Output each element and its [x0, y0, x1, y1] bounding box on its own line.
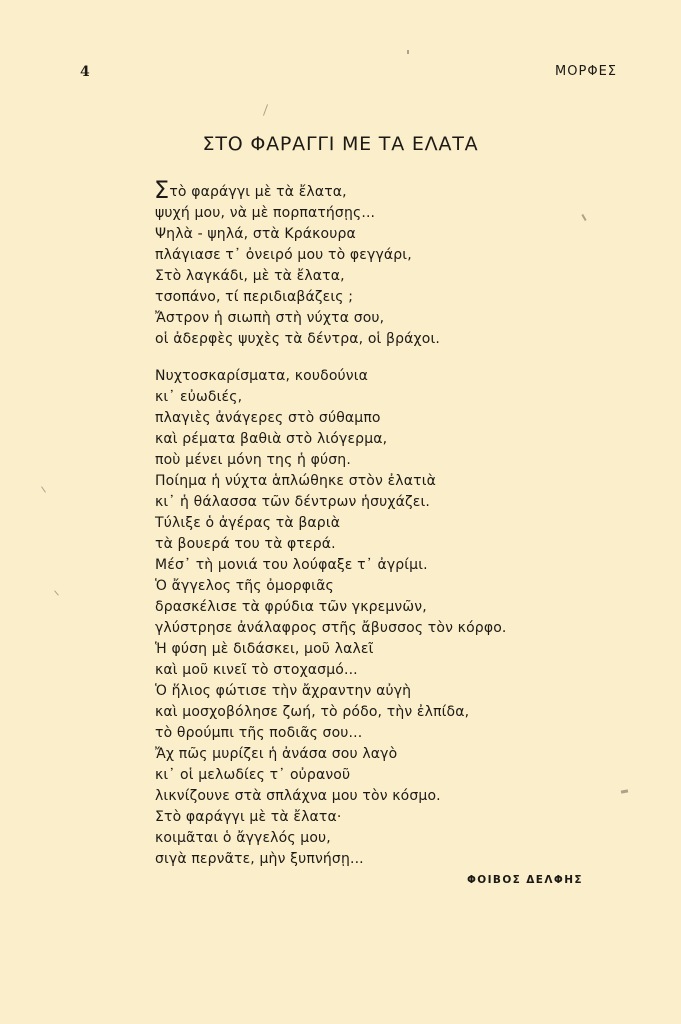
poem-line: κι᾽ ἡ θάλασσα τῶν δέντρων ἡσυχάζει.	[155, 494, 430, 510]
poem-line: σιγὰ περνᾶτε, μὴν ξυπνήσῃ...	[155, 851, 364, 867]
poem-line: Νυχτοσκαρίσματα, κουδούνια	[155, 368, 369, 384]
drop-cap: Σ	[154, 176, 170, 204]
author-signature: ΦΟΙΒΟΣ ΔΕΛΦΗΣ	[466, 874, 583, 886]
poem-line: οἱ ἀδερφὲς ψυχὲς τὰ δέντρα, οἱ βράχοι.	[155, 331, 440, 347]
page-number: 4	[80, 64, 90, 80]
poem-line: πλάγιασε τ᾽ ὀνειρό μου τὸ φεγγάρι,	[155, 247, 412, 263]
poem-line: τὰ βουερά του τὰ φτερά.	[155, 536, 336, 552]
poem-line: Μέσ᾽ τὴ μονιά του λούφαξε τ᾽ ἀγρίμι.	[155, 557, 428, 573]
poem-line	[154, 176, 440, 204]
poem-line: τσοπάνο, τί περιδιαβάζεις ;	[155, 289, 354, 305]
poem-line: κοιμᾶται ὁ ἄγγελός μου,	[155, 830, 331, 846]
poem-line: Ψηλὰ - ψηλά, στὰ Κράκουρα	[155, 226, 356, 242]
poem-line: πλαγιὲς ἀνάγερες στὸ σύθαμπο	[155, 410, 381, 426]
poem-line: κι᾽ εὐωδιές,	[155, 389, 243, 405]
poem-line: Ὁ ἥλιος φώτισε τὴν ἄχραντην αὐγὴ	[155, 683, 412, 699]
paper-speck	[407, 50, 409, 54]
poem-line: τὸ θρούμπι τῆς ποδιᾶς σου...	[155, 725, 363, 741]
poem-line: ψυχή μου, νὰ μὲ πορπατήσῃς...	[155, 205, 376, 221]
poem-line: Τύλιξε ὁ ἀγέρας τὰ βαριὰ	[155, 515, 341, 531]
poem-line: Ποίημα ἡ νύχτα ἁπλώθηκε στὸν ἐλατιὰ	[155, 473, 436, 489]
poem-line: Ὁ ἄγγελος τῆς ὀμορφιᾶς	[155, 578, 334, 594]
poem-title: ΣΤΟ ΦΑΡΑΓΓΙ ΜΕ ΤΑ ΕΛΑΤΑ	[202, 133, 479, 155]
paper-speck	[41, 486, 46, 492]
poem-line: δρασκέλισε τὰ φρύδια τῶν γκρεμνῶν,	[155, 599, 427, 615]
running-head: ΜΟΡΦΕΣ	[555, 64, 617, 79]
poem-line: ποὺ μένει μόνη της ἡ φύση.	[155, 452, 351, 468]
poem-line: καὶ ρέματα βαθιὰ στὸ λιόγερμα,	[155, 431, 388, 447]
paper-speck	[581, 214, 586, 221]
poem-line: Ἄστρον ἡ σιωπὴ στὴ νύχτα σου,	[155, 310, 385, 326]
paper-speck	[621, 789, 628, 793]
poem-line: Στὸ φαράγγι μὲ τὰ ἔλατα·	[155, 809, 342, 825]
poem-line: κι᾽ οἱ μελωδίες τ᾽ οὐρανοῦ	[155, 767, 351, 783]
poem-line: Ἡ φύση μὲ διδάσκει, μοῦ λαλεῖ	[155, 641, 374, 657]
poem-line: Ἄχ πῶς μυρίζει ἡ ἀνάσα σου λαγὸ	[155, 746, 398, 762]
poem-line: καὶ μοσχοβόλησε ζωή, τὸ ρόδο, τὴν ἐλπίδα,	[155, 704, 470, 720]
poem-line: λικνίζουνε στὰ σπλάχνα μου τὸν κόσμο.	[155, 788, 441, 804]
poem-line: καὶ μοῦ κινεῖ τὸ στοχασμό...	[155, 662, 358, 678]
stanza-1	[154, 176, 440, 350]
poem-line: γλύστρησε ἀνάλαφρος στῆς ἄβυσσος τὸν κόρφο.	[155, 620, 507, 636]
paper-speck	[263, 104, 268, 116]
paper-speck	[54, 590, 59, 595]
stanza-2	[155, 366, 507, 870]
poem-line: Στὸ λαγκάδι, μὲ τὰ ἔλατα,	[155, 268, 345, 284]
first-line-text: τὸ φαράγγι μὲ τὰ ἔλατα,	[169, 184, 347, 200]
